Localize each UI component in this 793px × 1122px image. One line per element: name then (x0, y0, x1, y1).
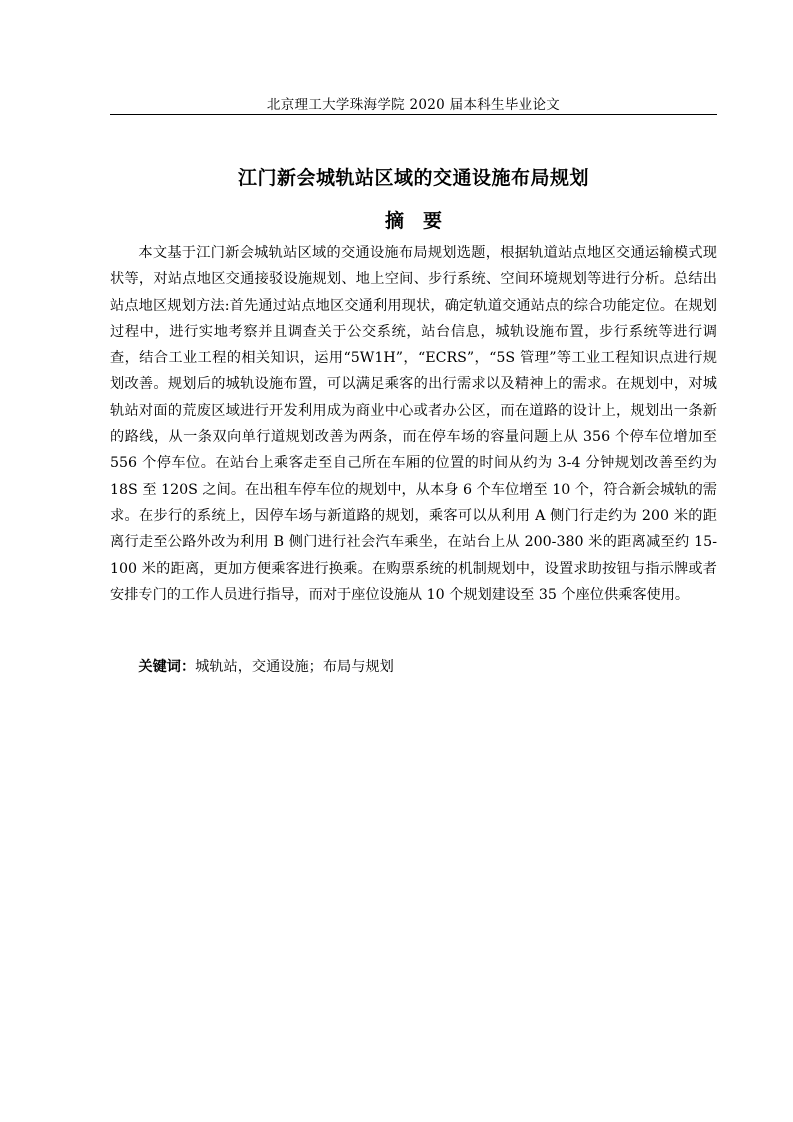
abstract-heading-text: 摘 要 (384, 210, 442, 232)
header-rule (110, 114, 717, 115)
keywords-text: 城轨站，交通设施；布局与规划 (195, 659, 394, 675)
keywords-label: 关键词： (138, 659, 196, 675)
abstract-heading (110, 206, 717, 233)
running-header: 北京理工大学珠海学院 2020 届本科生毕业论文 (266, 97, 561, 113)
abstract-body: 本文基于江门新会城轨站区域的交通设施布局规划选题，根据轨道站点地区交通运输模式现状等，对站点地区交通接驳设施规划、地上空间、步行系统、空间环境规划等进行分析。总结出站点地区规划方法:首先通过站点地区交通利用现状，确定轨道交通站点的综合功能定位。在规划过程中，进行实地考察并且调查关于公交系统，站台信息，城轨设施布置，步行系统等进行调查，结合工业工程的相关知识，运用“5W1H”，“ECRS”，“5S 管理”等工业工程知识点进行规划改善。规划后的城轨设施布置，可以满足乘客的出行需求以及精神上的需求。在规划中，对城轨站对面的荒废区域进行开发利用成为商业中心或者办公区，而在道路的设计上，规划出一条新的路线，从一条双向单行道规划改善为两条，而在停车场的容量问题上从 356 个停车位增加至 556 个停车位。在站台上乘客走至自己所在车厢的位置的时间从约为 3-4 分钟规划改善至约为 18S 至 120S 之间。在出租车停车位的规划中，从本身 6 个车位增至 10 个，符合新会城轨的需求。在步行的系统上，因停车场与新道路的规划，乘客可以从利用 A 侧门行走约为 200 米的距离行走至公路外改为利用 B 侧门进行社会汽车乘坐，在站台上从 200-380 米的距离减至约 15-100 米的距离，更加方便乘客进行换乘。在购票系统的机制规划中，设置求助按钮与指示牌或者安排专门的工作人员进行指导，而对于座位设施从 10 个规划建设至 35 个座位供乘客使用。 (110, 245, 717, 603)
thesis-title: 江门新会城轨站区域的交通设施布局规划 (237, 167, 589, 189)
keywords-line (110, 654, 717, 680)
